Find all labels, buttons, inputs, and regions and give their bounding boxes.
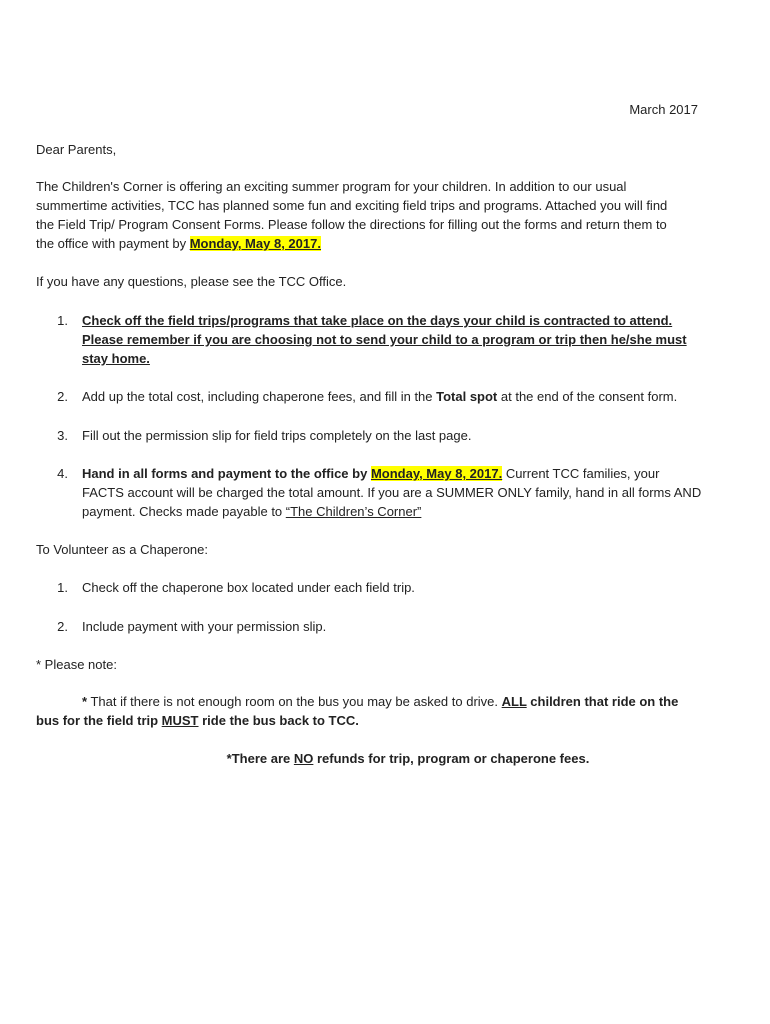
step-number: 1. xyxy=(57,313,68,328)
salutation: Dear Parents, xyxy=(36,142,117,157)
step-line: stay home. xyxy=(82,351,150,366)
note-text-bold: bus for the field trip xyxy=(36,713,162,728)
questions-line: If you have any questions, please see the TCC Office. xyxy=(36,274,347,289)
deadline-highlight: Monday, May 8, 2017. xyxy=(370,466,503,481)
total-spot-label: Total spot xyxy=(436,389,498,404)
intro-line: the Field Trip/ Program Consent Forms. Please follow the directions for filling out the forms and return them to xyxy=(36,217,667,232)
refund-no: NO xyxy=(293,751,314,766)
deadline-highlight: Monday, May 8, 2017. xyxy=(189,236,321,251)
refund-text: refunds for trip, program or chaperone fees. xyxy=(313,751,590,766)
step-number: 3. xyxy=(57,428,68,443)
refund-notice xyxy=(0,750,770,768)
note-heading: * Please note: xyxy=(36,657,117,672)
step-number: 1. xyxy=(57,580,68,595)
step-text: at the end of the consent form. xyxy=(497,389,678,404)
step-number: 4. xyxy=(57,466,68,481)
step-line: Check off the chaperone box located under each field trip. xyxy=(82,580,415,595)
step-line xyxy=(82,388,677,406)
intro-line xyxy=(36,235,321,253)
step-text: Current TCC families, your xyxy=(502,466,660,481)
step-line: Please remember if you are choosing not to send your child to a program or trip then he/she must xyxy=(82,332,687,347)
intro-line-text: the office with payment by xyxy=(36,236,190,251)
step-line: Include payment with your permission slip. xyxy=(82,619,327,634)
note-line xyxy=(36,712,359,730)
step-text: payment. Checks made payable to xyxy=(82,504,286,519)
note-line xyxy=(82,693,678,711)
note-must: MUST xyxy=(161,713,199,728)
step-line: Fill out the permission slip for field trips completely on the last page. xyxy=(82,428,472,443)
payee-name: “The Children’s Corner” xyxy=(285,504,422,519)
note-star: * xyxy=(82,694,88,709)
step-number: 2. xyxy=(57,389,68,404)
step-text: Hand in all forms and payment to the office by xyxy=(82,466,371,481)
note-text-bold: ride the bus back to TCC. xyxy=(198,713,359,728)
step-line xyxy=(82,503,421,521)
step-line: FACTS account will be charged the total amount. If you are a SUMMER ONLY family, hand in all forms AND xyxy=(82,485,702,500)
step-number: 2. xyxy=(57,619,68,634)
volunteer-heading: To Volunteer as a Chaperone: xyxy=(36,542,209,557)
step-text: Add up the total cost, including chaperone fees, and fill in the xyxy=(82,389,437,404)
note-all: ALL xyxy=(501,694,527,709)
step-line xyxy=(82,465,659,483)
note-text: That if there is not enough room on the bus you may be asked to drive. xyxy=(87,694,502,709)
refund-text: *There are xyxy=(226,751,294,766)
note-text-bold: children that ride on the xyxy=(526,694,679,709)
intro-line: The Children's Corner is offering an exciting summer program for your children. In addition to our usual xyxy=(36,179,627,194)
step-line: Check off the field trips/programs that take place on the days your child is contracted to attend. xyxy=(82,313,673,328)
intro-line: summertime activities, TCC has planned some fun and exciting field trips and programs. Attached you will find xyxy=(36,198,668,213)
letter-date: March 2017 xyxy=(629,102,698,117)
